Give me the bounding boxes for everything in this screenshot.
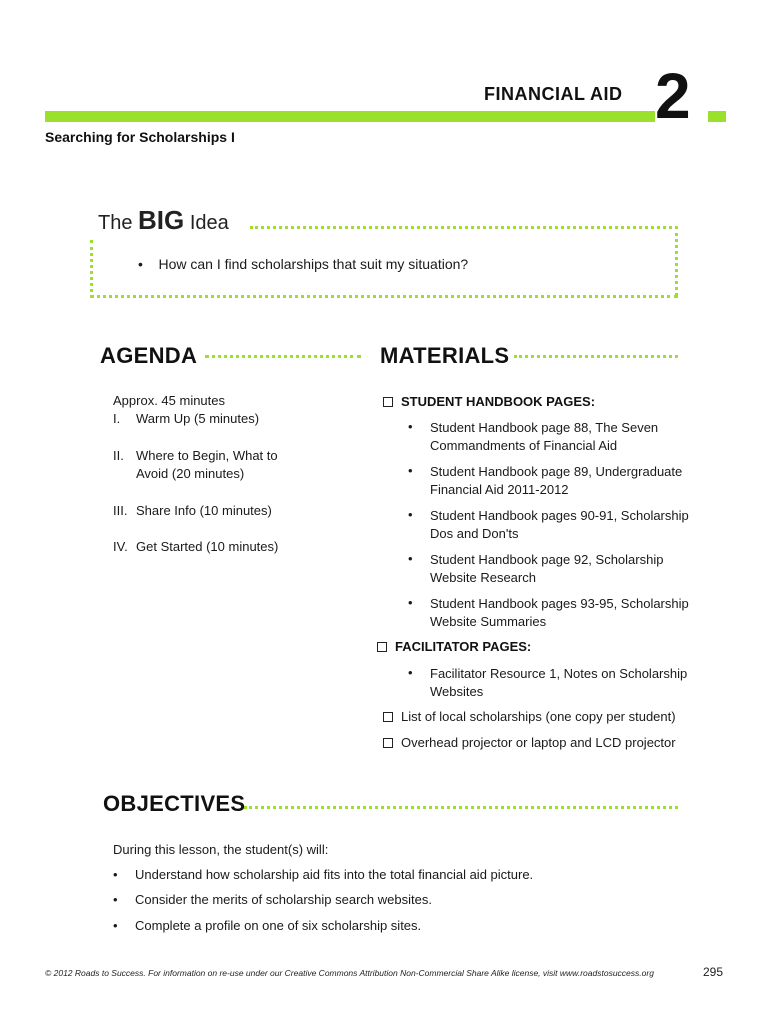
objective-item: Consider the merits of scholarship search websites. bbox=[135, 892, 432, 907]
objectives-intro: During this lesson, the student(s) will: bbox=[113, 842, 329, 857]
agenda-item bbox=[113, 447, 278, 465]
material-line: List of local scholarships (one copy per student) bbox=[401, 709, 676, 724]
checkbox-icon bbox=[383, 397, 393, 407]
material-line: Financial Aid 2011-2012 bbox=[430, 482, 569, 497]
header-accent-bar bbox=[45, 111, 655, 122]
objectives-heading: OBJECTIVES bbox=[103, 791, 246, 816]
agenda-num: I. bbox=[113, 411, 121, 426]
material-check-item bbox=[383, 735, 676, 750]
agenda-text-cont: Avoid (20 minutes) bbox=[136, 466, 245, 481]
bullet: • bbox=[408, 463, 413, 478]
bullet: • bbox=[113, 892, 118, 907]
material-item bbox=[430, 507, 730, 543]
facilitator-pages-label: FACILITATOR PAGES: bbox=[395, 639, 532, 654]
bullet: • bbox=[138, 256, 143, 272]
material-line: Websites bbox=[430, 684, 484, 699]
material-line: Overhead projector or laptop and LCD projector bbox=[401, 735, 676, 750]
agenda-text: Get Started (10 minutes) bbox=[136, 539, 279, 554]
material-line: Facilitator Resource 1, Notes on Scholarship bbox=[430, 666, 688, 681]
bullet: • bbox=[408, 507, 413, 522]
bullet: • bbox=[113, 918, 118, 933]
material-line: Website Research bbox=[430, 570, 536, 585]
agenda-heading: AGENDA bbox=[100, 343, 198, 368]
material-line: Student Handbook page 88, The Seven bbox=[430, 420, 659, 435]
agenda-text: Share Info (10 minutes) bbox=[136, 503, 272, 518]
big-idea-suffix: Idea bbox=[189, 212, 229, 234]
big-idea-border-bottom bbox=[90, 295, 678, 298]
agenda-item bbox=[113, 502, 272, 520]
big-idea-big: BIG bbox=[138, 205, 185, 235]
agenda-text: Where to Begin, What to bbox=[136, 448, 278, 463]
agenda-num: III. bbox=[113, 503, 128, 518]
material-line: Student Handbook pages 90-91, Scholarship bbox=[430, 508, 689, 523]
big-idea-border-left bbox=[90, 240, 93, 298]
material-line: Student Handbook page 92, Scholarship bbox=[430, 552, 664, 567]
big-idea-item bbox=[138, 256, 468, 272]
big-idea-border-top bbox=[250, 226, 678, 229]
student-pages-label: STUDENT HANDBOOK PAGES: bbox=[401, 394, 596, 409]
big-idea-prefix: The bbox=[98, 212, 133, 234]
material-line: Commandments of Financial Aid bbox=[430, 438, 618, 453]
agenda-dots bbox=[205, 355, 361, 358]
agenda-num: II. bbox=[113, 448, 124, 463]
material-line: Student Handbook pages 93-95, Scholarship bbox=[430, 596, 689, 611]
page-number: 295 bbox=[703, 965, 724, 979]
agenda-item bbox=[113, 538, 279, 556]
header-accent-bar-end bbox=[708, 111, 726, 122]
agenda-item bbox=[113, 410, 260, 428]
bullet: • bbox=[408, 419, 413, 434]
bullet: • bbox=[408, 551, 413, 566]
big-idea-label bbox=[98, 205, 229, 236]
objective-item: Complete a profile on one of six scholarship sites. bbox=[135, 918, 422, 933]
agenda-num: IV. bbox=[113, 539, 128, 554]
material-line: Student Handbook page 89, Undergraduate bbox=[430, 464, 683, 479]
big-idea-border-right bbox=[675, 226, 678, 296]
section-number: 2 bbox=[655, 60, 691, 132]
bullet: • bbox=[113, 867, 118, 882]
objectives-dots bbox=[244, 806, 678, 809]
checkbox-icon bbox=[383, 738, 393, 748]
bullet: • bbox=[408, 665, 413, 680]
material-line: Website Summaries bbox=[430, 614, 547, 629]
material-item bbox=[430, 665, 730, 701]
material-item bbox=[430, 551, 730, 587]
material-item bbox=[430, 595, 730, 631]
agenda-intro: Approx. 45 minutes bbox=[113, 393, 226, 408]
materials-heading: MATERIALS bbox=[380, 343, 510, 368]
material-check-item bbox=[383, 709, 676, 724]
checkbox-icon bbox=[383, 712, 393, 722]
bullet: • bbox=[408, 595, 413, 610]
materials-dots bbox=[514, 355, 678, 358]
big-idea-question: How can I find scholarships that suit my situation? bbox=[158, 256, 469, 272]
material-item bbox=[430, 419, 730, 455]
footer-license: © 2012 Roads to Success. For information on re-use under our Creative Commons Attribution Non-Commercial Share Alike license, visit www.roadstosuccess.org bbox=[45, 968, 654, 978]
objective-item: Understand how scholarship aid fits into the total financial aid picture. bbox=[135, 867, 534, 882]
material-line: Dos and Don'ts bbox=[430, 526, 519, 541]
section-title: FINANCIAL AID bbox=[484, 84, 623, 104]
checkbox-icon bbox=[377, 642, 387, 652]
lesson-title: Searching for Scholarships I bbox=[45, 129, 235, 145]
facilitator-pages-heading bbox=[377, 639, 531, 654]
agenda-text: Warm Up (5 minutes) bbox=[136, 411, 260, 426]
student-pages-heading bbox=[383, 394, 595, 409]
material-item bbox=[430, 463, 730, 499]
